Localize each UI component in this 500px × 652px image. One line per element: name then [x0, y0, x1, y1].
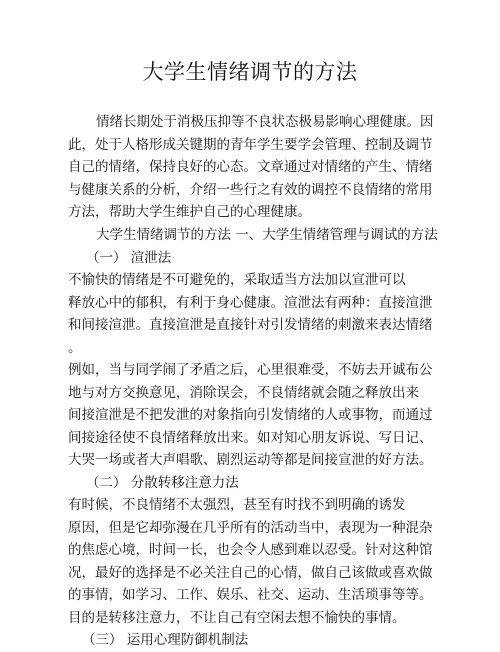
- text-line: 和间接渲泄。直接渲泄是直接针对引发情绪的刺激来表达情绪: [68, 317, 433, 333]
- intro-paragraph: [68, 111, 444, 224]
- text-line: 自己的情绪，保持良好的心态。文章通过对情绪的产生、情绪: [68, 159, 433, 175]
- text-line: 大哭一场或者大声唱歌、剧烈运动等都是间接宣泄的好方法。: [68, 452, 433, 468]
- text-line: 与健康关系的分析，介绍一些行之有效的调控不良情绪的常用: [68, 181, 433, 198]
- subsection-heading-2: （二） 分散转移注意力法: [86, 474, 239, 491]
- section-heading: 大学生情绪调节的方法 一、大学生情绪管理与调试的方法: [96, 227, 438, 243]
- text-line: 不愉快的情绪是不可避免的，采取适当方法加以宣泄可以: [68, 272, 406, 288]
- text-line: 原因，但是它却弥漫在几乎所有的活动当中，表现为一种混杂: [68, 519, 433, 536]
- text-line: 例如，当与同学闹了矛盾之后，心里很难受，不妨去开诚布公: [68, 362, 433, 378]
- text-line: 的焦虑心境，时间一长，也会令人感到难以忍受。针对这种馆: [68, 542, 433, 558]
- text-line: 间接渲泄是不把发泄的对象指向引发情绪的人或事物，而通过: [68, 407, 433, 423]
- text-line: 的事情，如学习、工作、娱乐、社交、运动、生活琐事等等。: [68, 587, 433, 603]
- document-title: 大学生情绪调节的方法: [142, 60, 358, 84]
- text-line: 有时候，不良情绪不太强烈，甚至有时找不到明确的诱发: [68, 497, 406, 513]
- body-section: [68, 224, 444, 652]
- text-line: 目的是转移注意力，不让自己有空闲去想不愉快的事情。: [68, 609, 406, 626]
- text-line: 间接途径使不良情绪释放出来。如对知心朋友诉说、写日记、: [68, 429, 433, 446]
- subsection-heading-1: （一） 渲泄法: [86, 249, 172, 266]
- text-line: 释放心中的郁积，有利于身心健康。渲泄法有两种：直接渲泄: [68, 294, 433, 311]
- subsection-heading-3: （三） 运用心理防御机制法: [82, 632, 249, 648]
- text-line: 况，最好的选择是不必关注自己的心情，做自己该做或喜欢做: [68, 564, 433, 581]
- text-line: 此，处于人格形成关键期的青年学生要学会管理、控制及调节: [68, 136, 433, 153]
- text-line: 地与对方交换意见，消除误会，不良情绪就会随之释放出来: [68, 384, 419, 401]
- text-line: 。: [68, 339, 82, 356]
- text-line: 方法，帮助大学生维护自己的心理健康。: [68, 204, 311, 220]
- text-line: 情绪长期处于消极压抑等不良状态极易影响心理健康。因: [96, 114, 434, 130]
